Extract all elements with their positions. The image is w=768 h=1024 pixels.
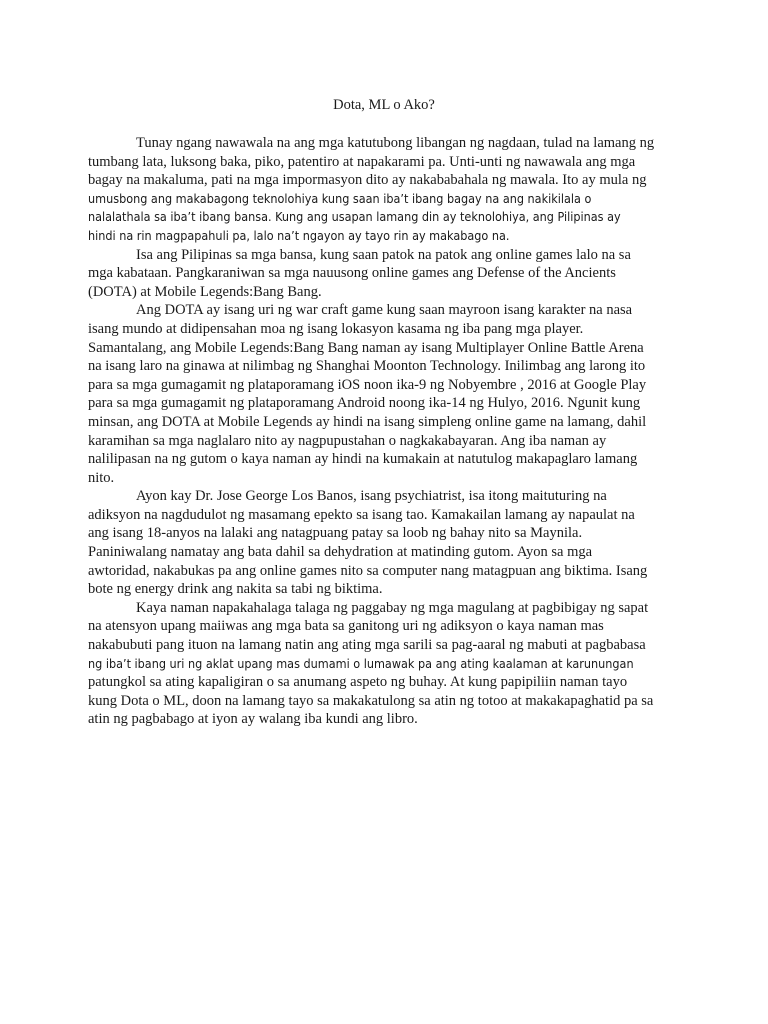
text-line: para sa mga gumagamit ng plataporamang iOS noon ika-9 ng Nobyembre , 2016 at Google Play [88,376,647,393]
text-line: Ang DOTA ay isang uri ng war craft game kung saan mayroon isang karakter na nasa [136,302,633,319]
text-line: isang mundo at didipensahan moa ng isang lokasyon kasama ng iba pang mga player. [88,320,584,337]
text-line: Kaya naman napakahalaga talaga ng paggabay ng mga magulang at pagbibigay ng sapat [136,599,649,616]
text-line: na isang laro na ginawa at nilimbag ng Shanghai Moonton Technology. Inilimbag ang larong ito [88,358,646,375]
text-line: nalalathala sa iba’t ibang bansa. Kung ang usapan lamang din ay teknolohiya, ang Pilipinas ay [88,209,621,225]
text-line: nalilipasan na ng gutom o kaya naman ay hindi na kumakain at natutulog makapaglaro lamang [88,451,638,468]
text-line: karamihan sa mga naglalaro nito ay nagpupustahan o nagkakabayaran. Ang iba naman ay [88,432,607,449]
text-line: Paniniwalang namatay ang bata dahil sa dehydration at matinding gutom. Ayon sa mga [88,544,593,561]
document-body [88,134,688,729]
text-line: Samantalang, ang Mobile Legends:Bang Bang naman ay isang Multiplayer Online Battle Arena [88,339,644,356]
text-line: hindi na rin magpapahuli pa, lalo na’t ngayon ay tayo rin ay makabago na. [88,227,510,243]
text-line: mga kabataan. Pangkaraniwan sa mga nauusong online games ang Defense of the Ancients [88,265,616,282]
text-line: minsan, ang DOTA at Mobile Legends ay hindi na isang simpleng online game na lamang, dahil [88,413,647,430]
text-line: atin ng pagbabago at iyon ay walang iba kundi ang libro. [88,711,418,728]
text-line: nakabubuti pang ituon na lamang natin ang ating mga sarili sa pag-aaral ng mabuti at pagbabasa [88,637,646,654]
text-line: Ayon kay Dr. Jose George Los Banos, isang psychiatrist, isa itong maituturing na [136,488,607,505]
text-line: tumbang lata, luksong baka, piko, patentiro at napakarami pa. Unti-unti ng nawawala ang mga [88,153,636,170]
text-line: ang isang 18-anyos na lalaki ang natagpuang patay sa loob ng bahay nito sa Maynila. [88,525,583,542]
text-line: bote ng energy drink ang nakita sa tabi ng biktima. [88,581,383,598]
text-line: ng iba’t ibang uri ng aklat upang mas dumami o lumawak pa ang ating kaalaman at karunungan [88,655,634,671]
text-line: umusbong ang makabagong teknolohiya kung saan iba’t ibang bagay na ang nakikilala o [88,190,592,206]
text-line: bagay na makaluma, pati na mga impormasyon dito ay nakababahala ng mawala. Ito ay mula ng [88,172,647,189]
text-line: Isa ang Pilipinas sa mga bansa, kung saan patok na patok ang online games lalo na sa [136,246,631,263]
text-line: na atensyon upang maiiwas ang mga bata sa ganitong uri ng adiksyon o kaya naman mas [88,618,604,635]
document-title: Dota, ML o Ako? [333,97,435,113]
text-line: (DOTA) at Mobile Legends:Bang Bang. [88,283,322,300]
text-line: awtoridad, nakabukas pa ang online games nito sa computer nang matagpuan ang biktima. Isang [88,562,648,579]
text-line: patungkol sa ating kapaligiran o sa anumang aspeto ng buhay. At kung papipiliin naman tayo [88,674,628,691]
text-line: para sa mga gumagamit ng plataporamang Android noong ika-14 ng Hulyo, 2016. Ngunit kung [88,395,641,412]
text-line: nito. [88,469,115,486]
text-line: Tunay ngang nawawala na ang mga katutubong libangan ng nagdaan, tulad na lamang ng [136,135,655,151]
text-line: adiksyon na nagdudulot ng masamang epekto sa isang tao. Kamakailan lamang ay napaulat na [88,506,635,523]
text-line: kung Dota o ML, doon na lamang tayo sa makakatulong sa atin ng totoo at makakapaghatid pa sa [88,692,654,709]
